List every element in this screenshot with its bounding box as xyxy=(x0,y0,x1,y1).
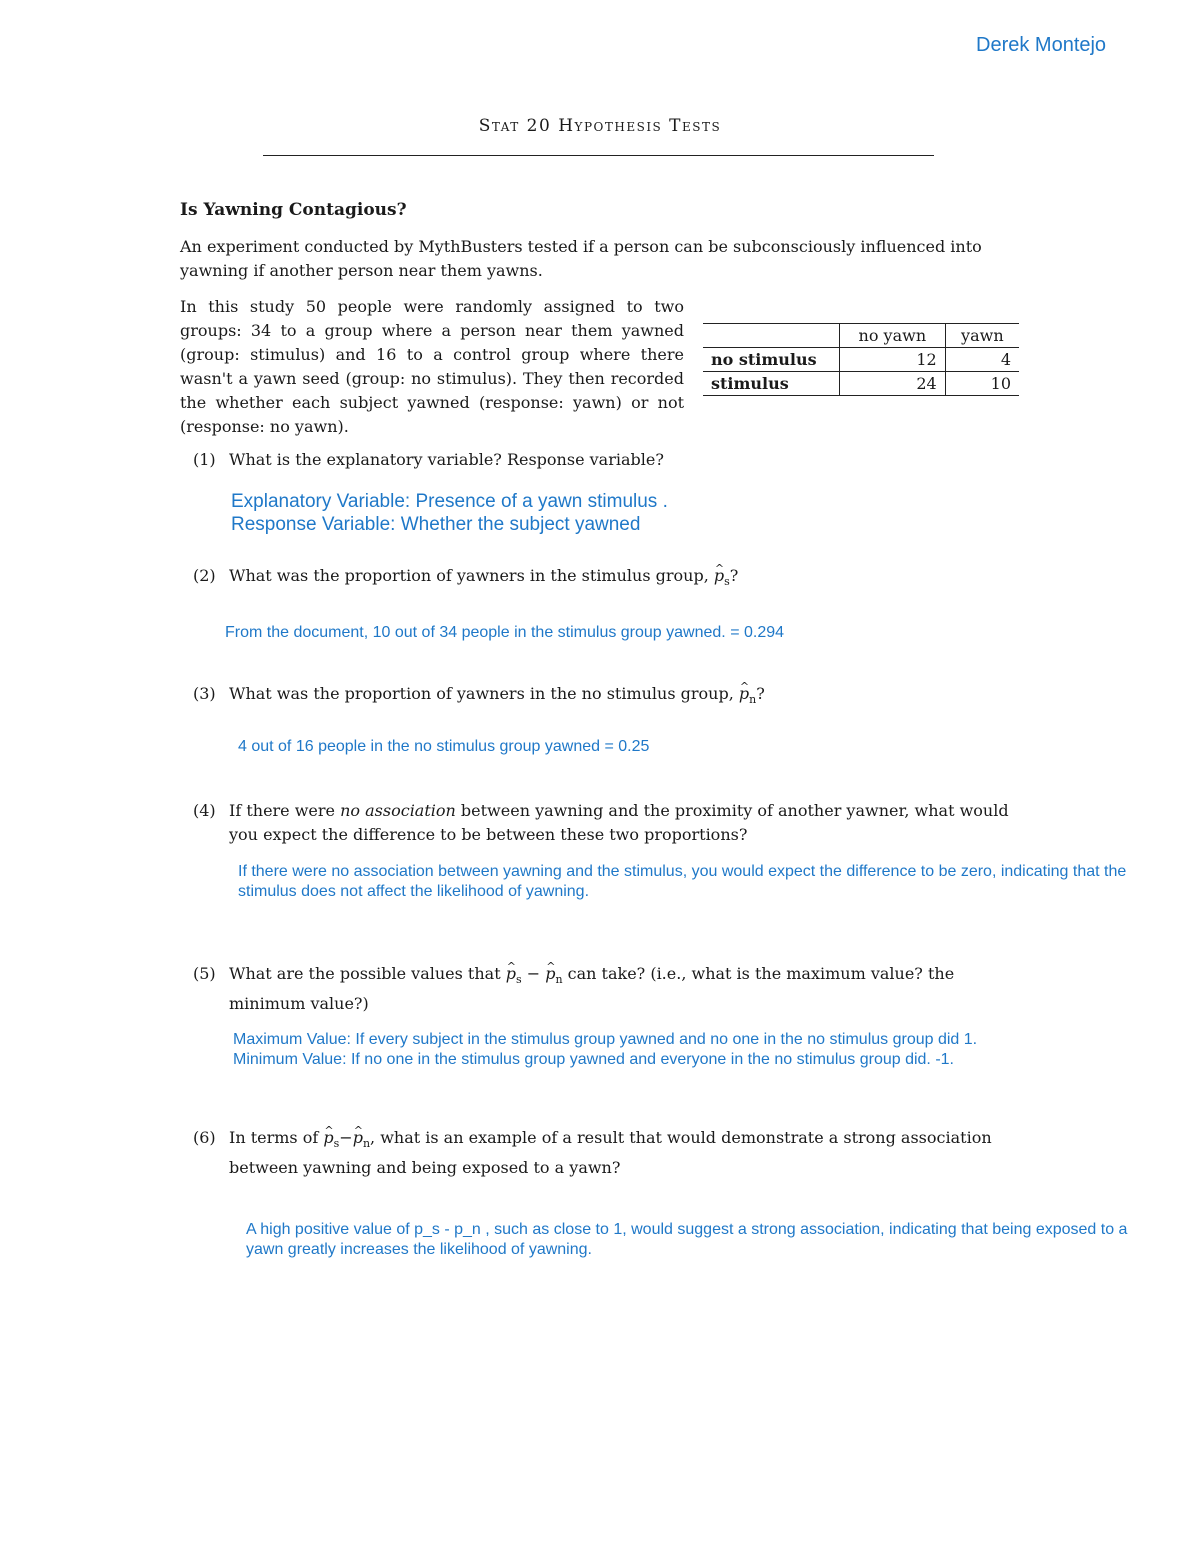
answer-1[interactable] xyxy=(231,490,668,536)
answer-line: Minimum Value: If no one in the stimulus group yawned and everyone in the no stimulus group did. -1. xyxy=(233,1051,954,1068)
table-row xyxy=(703,372,1019,396)
question-number: (3) xyxy=(193,684,216,703)
study-description: In this study 50 people were randomly assigned to two groups: 34 to a group where a person near them yawned (group: stimulus) and 16 to a control group where there wasn't a yawn seed (group: no stimulus). They then recorded the whether each subject yawned (response: yawn) or not (response: no yawn). xyxy=(180,297,684,436)
question-text: In terms of ^ $p_s-\^{}$ $p_n$, what is an example of a result that would demonstrate a strong association between yawning and being exposed to a yawn? xyxy=(229,1126,1029,1180)
question-number: (1) xyxy=(193,450,216,469)
p-hat-symbol: ^ p xyxy=(714,566,724,585)
question-text: What was the proportion of yawners in the no stimulus group, ^ $p_n$? xyxy=(229,682,1029,712)
answer-line: Maximum Value: If every subject in the stimulus group yawned and no one in the no stimulus group did 1. xyxy=(233,1031,978,1048)
answer-5[interactable] xyxy=(233,1030,1153,1070)
p-hat-symbol: ^ p xyxy=(323,1128,333,1147)
table-header-no-yawn: no yawn xyxy=(840,324,946,348)
answer-line: Explanatory Variable: Presence of a yawn stimulus . xyxy=(231,491,668,512)
row-label-no-stimulus: no stimulus xyxy=(711,350,817,369)
answer-6[interactable]: A high positive value of p_s - p_n , such as close to 1, would suggest a strong association, indicating that being exposed to a yawn greatly increases the likelihood of yawning. xyxy=(246,1221,1128,1258)
document-title: Stat 20 Hypothesis Tests xyxy=(478,116,722,136)
question-number: (4) xyxy=(193,801,216,820)
row-label-stimulus: stimulus xyxy=(711,374,789,393)
cell-no-stimulus-yawn: 4 xyxy=(945,348,1019,372)
question-number: (6) xyxy=(193,1128,216,1147)
cell-stimulus-yawn: 10 xyxy=(945,372,1019,396)
answer-2[interactable]: From the document, 10 out of 34 people in the stimulus group yawned. = 0.294 xyxy=(225,624,785,641)
question-text: What was the proportion of yawners in the stimulus group, ^ $p_s$? xyxy=(229,564,1029,594)
cell-no-stimulus-no-yawn: 12 xyxy=(840,348,946,372)
table-header-yawn: yawn xyxy=(945,324,1019,348)
question-number: (5) xyxy=(193,964,216,983)
answer-3[interactable]: 4 out of 16 people in the no stimulus group yawned = 0.25 xyxy=(238,738,650,755)
author-name: Derek Montejo xyxy=(976,34,1107,56)
p-hat-symbol: ^ p xyxy=(739,684,749,703)
table-row xyxy=(703,348,1019,372)
emphasis-text: no association xyxy=(340,801,456,820)
table-header-empty xyxy=(703,324,840,348)
title-rule xyxy=(263,155,934,156)
p-hat-symbol: ^ p xyxy=(545,964,555,983)
question-text: What are the possible values that ^ $p_s$ − ^ $p_n$ can take? (i.e., what is the maximum value? the minimum value?) xyxy=(229,962,1029,1016)
p-hat-symbol: ^ p xyxy=(506,964,516,983)
answer-line: Response Variable: Whether the subject yawned xyxy=(231,514,641,535)
answer-4[interactable]: If there were no association between yawning and the stimulus, you would expect the difference to be zero, indicating that the stimulus does not affect the likelihood of yawning. xyxy=(238,863,1127,900)
cell-stimulus-no-yawn: 24 xyxy=(840,372,946,396)
question-number: (2) xyxy=(193,566,216,585)
intro-paragraph: An experiment conducted by MythBusters tested if a person can be subconsciously influenced into yawning if another person near them yawns. xyxy=(180,237,982,280)
contingency-table xyxy=(703,323,1019,396)
question-text: If there were no association between yawning and the proximity of another yawner, what would you expect the difference to be between these two proportions? xyxy=(229,801,1009,844)
p-hat-symbol: ^ p xyxy=(353,1128,363,1147)
section-heading: Is Yawning Contagious? xyxy=(180,200,407,220)
question-text: What is the explanatory variable? Response variable? xyxy=(229,450,664,469)
table-header-row xyxy=(703,324,1019,348)
